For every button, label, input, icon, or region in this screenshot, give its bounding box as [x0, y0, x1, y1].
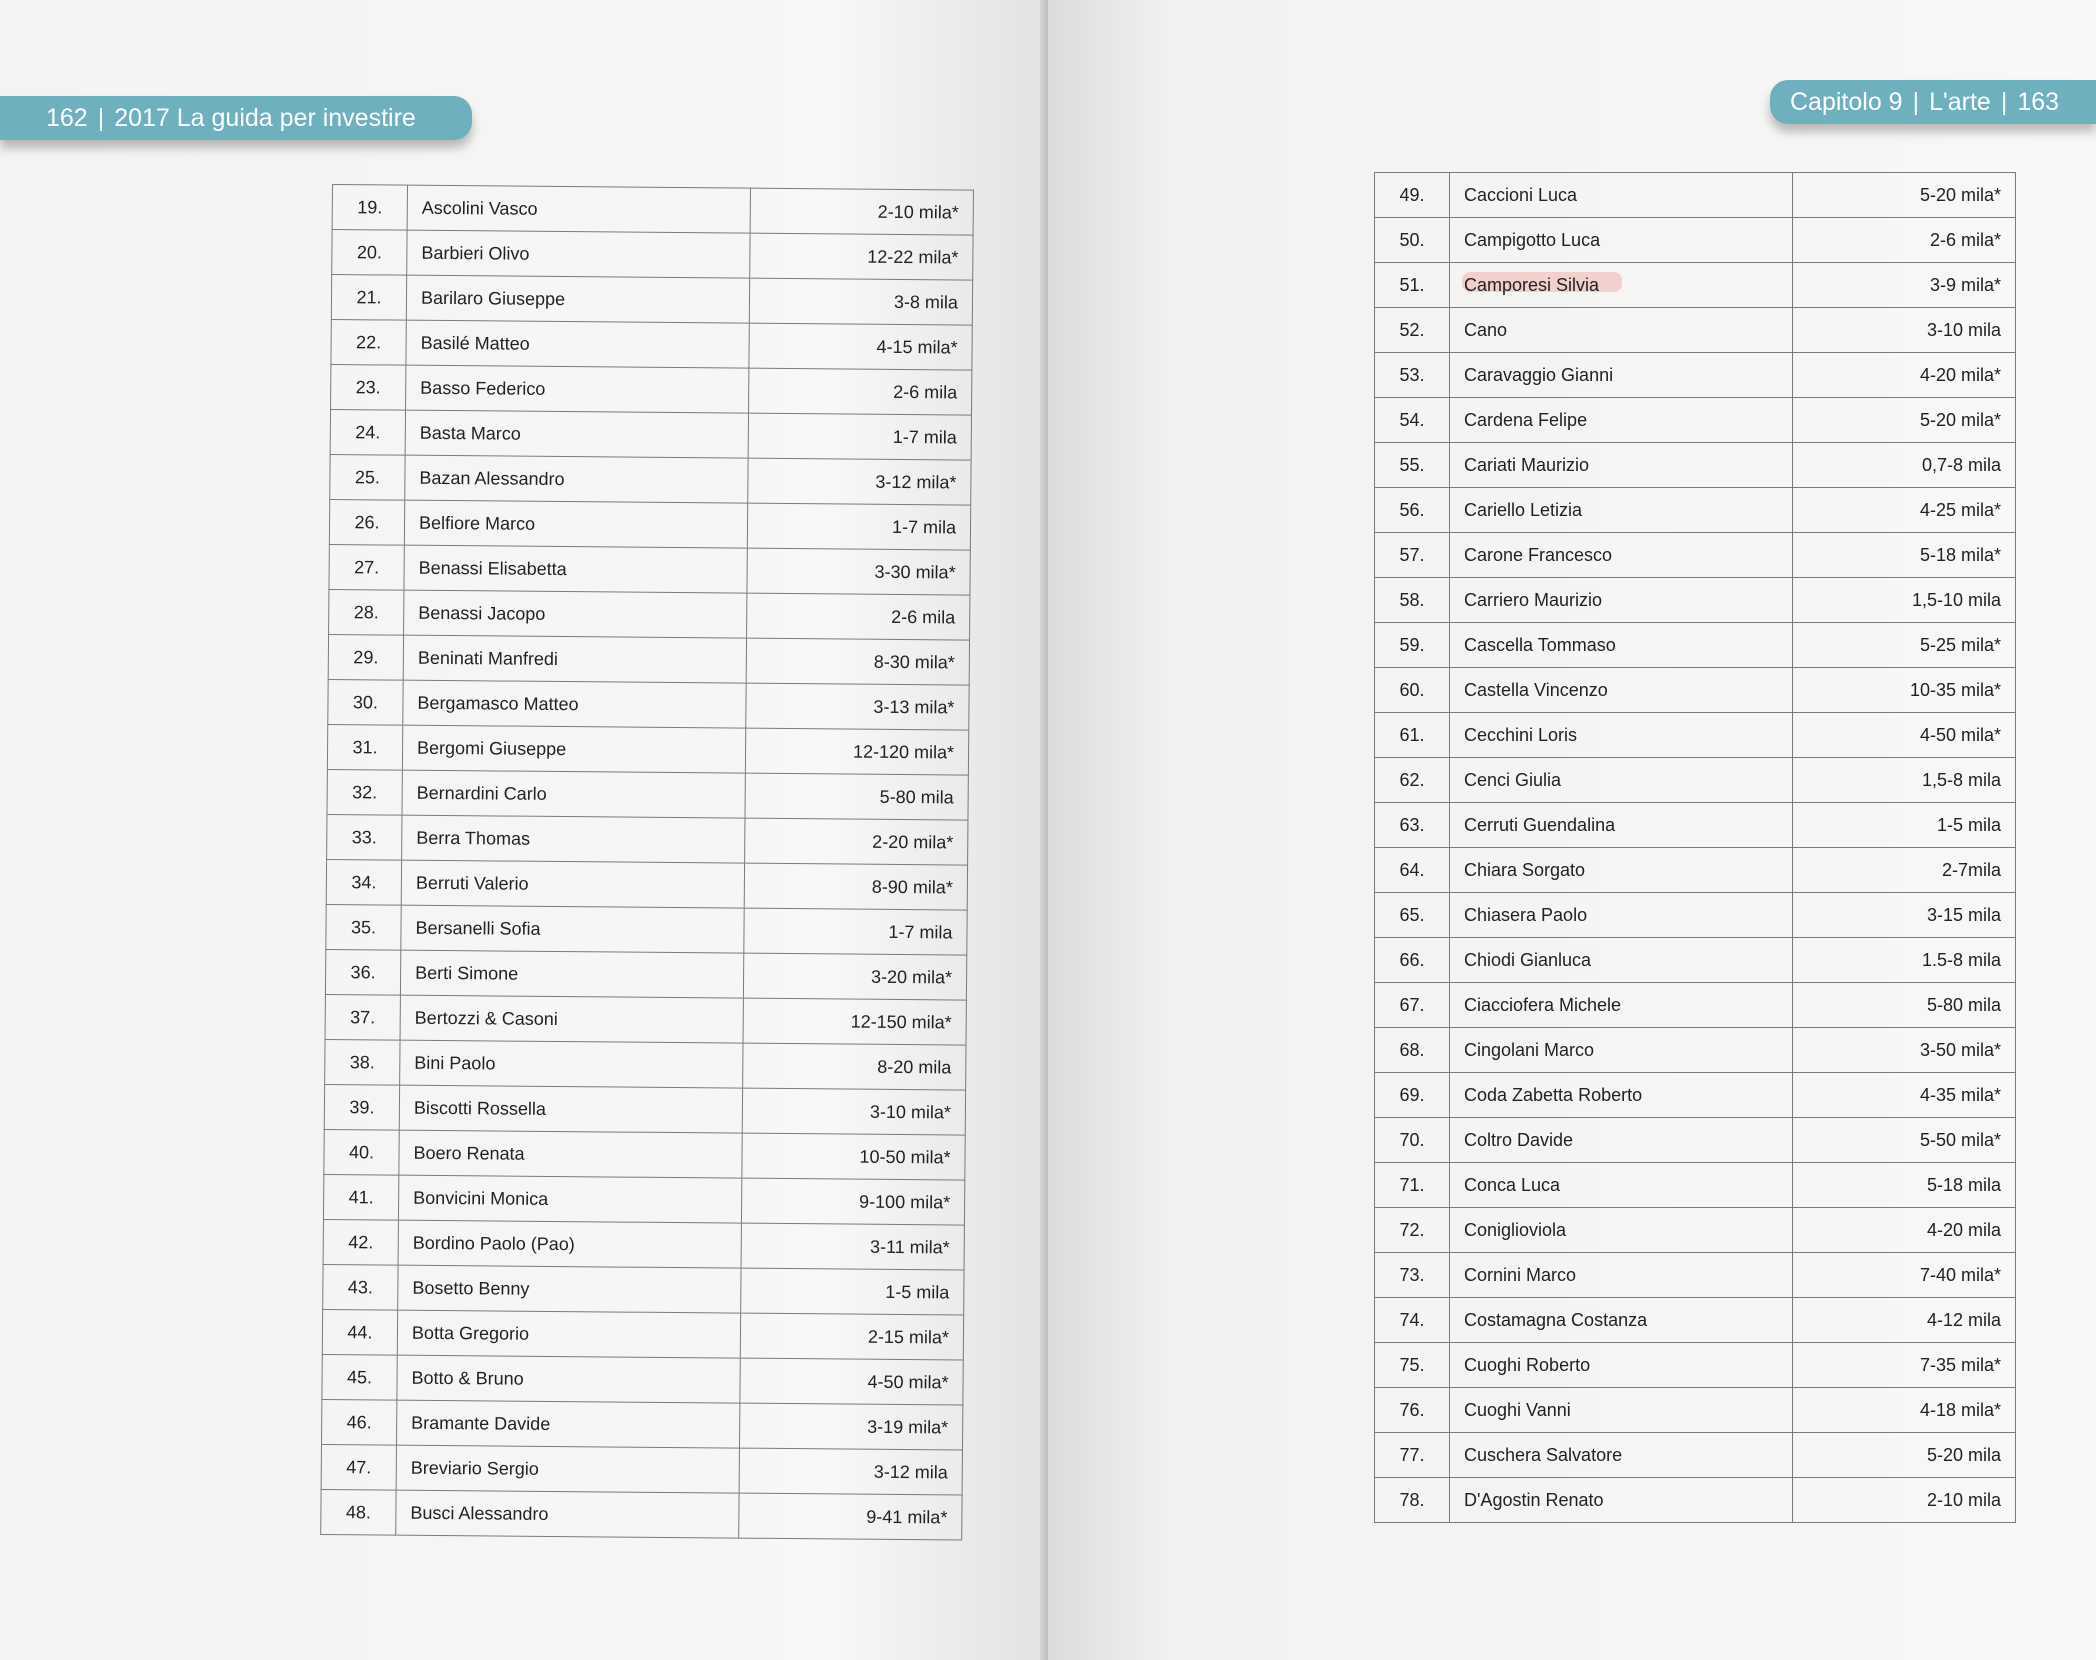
price-range: 1-7 mila	[748, 413, 971, 460]
table-row	[327, 769, 968, 820]
table-row	[323, 1219, 964, 1270]
row-number: 70.	[1375, 1118, 1450, 1163]
row-number: 75.	[1375, 1343, 1450, 1388]
section-label: L'arte	[1929, 88, 1991, 116]
artist-name: Breviario Sergio	[396, 1445, 739, 1493]
row-number: 74.	[1375, 1298, 1450, 1343]
row-number: 38.	[325, 1039, 400, 1085]
row-number: 55.	[1375, 443, 1450, 488]
table-row	[1375, 803, 2016, 848]
price-range: 1,5-8 mila	[1793, 758, 2016, 803]
artist-name: Cuoghi Vanni	[1450, 1388, 1793, 1433]
artist-name: Cuschera Salvatore	[1450, 1433, 1793, 1478]
table-row	[1375, 353, 2016, 398]
table-row	[1375, 1433, 2016, 1478]
artist-name: Chiodi Gianluca	[1450, 938, 1793, 983]
price-range: 12-22 mila*	[750, 233, 973, 280]
row-number: 20.	[332, 230, 407, 276]
artist-name: Barilaro Giuseppe	[406, 275, 749, 323]
row-number: 25.	[330, 454, 405, 500]
price-range: 3-12 mila*	[748, 458, 971, 505]
row-number: 36.	[325, 949, 400, 995]
artist-name: Basta Marco	[405, 410, 748, 458]
artist-name: Bergamasco Matteo	[403, 680, 746, 728]
table-row	[1375, 533, 2016, 578]
row-number: 21.	[331, 275, 406, 321]
artist-name: Coltro Davide	[1450, 1118, 1793, 1163]
artist-name: Caravaggio Gianni	[1450, 353, 1793, 398]
price-range: 5-80 mila	[1793, 983, 2016, 1028]
price-range: 4-15 mila*	[749, 323, 972, 370]
artist-name: Conca Luca	[1450, 1163, 1793, 1208]
artist-name: Biscotti Rossella	[399, 1085, 742, 1133]
table-row	[327, 724, 968, 775]
price-range: 2-10 mila*	[750, 188, 973, 235]
price-range: 5-80 mila	[745, 773, 968, 820]
artist-name: Bramante Davide	[396, 1400, 739, 1448]
row-number: 39.	[324, 1084, 399, 1130]
price-range: 8-20 mila	[743, 1043, 966, 1090]
price-range: 8-90 mila*	[744, 863, 967, 910]
artist-name: Camporesi Silvia	[1450, 263, 1793, 308]
artist-name: Cano	[1450, 308, 1793, 353]
row-number: 43.	[323, 1264, 398, 1310]
price-range: 5-50 mila*	[1793, 1118, 2016, 1163]
table-row	[332, 185, 973, 236]
row-number: 51.	[1375, 263, 1450, 308]
price-range: 0,7-8 mila	[1793, 443, 2016, 488]
table-row	[1375, 443, 2016, 488]
price-range: 7-35 mila*	[1793, 1343, 2016, 1388]
table-row	[329, 544, 970, 595]
row-number: 45.	[322, 1354, 397, 1400]
row-number: 73.	[1375, 1253, 1450, 1298]
price-range: 4-35 mila*	[1793, 1073, 2016, 1118]
row-number: 47.	[321, 1444, 396, 1490]
table-row	[1375, 623, 2016, 668]
table-row	[331, 319, 972, 370]
price-range: 1,5-10 mila	[1793, 578, 2016, 623]
price-range: 1-7 mila	[744, 908, 967, 955]
row-number: 32.	[327, 769, 402, 815]
table-row	[323, 1174, 964, 1225]
table-row	[1375, 1028, 2016, 1073]
price-range: 5-18 mila	[1793, 1163, 2016, 1208]
price-range: 12-150 mila*	[743, 998, 966, 1045]
price-range: 2-6 mila*	[1793, 218, 2016, 263]
table-row	[329, 589, 970, 640]
table-row	[1375, 893, 2016, 938]
artist-name: Carone Francesco	[1450, 533, 1793, 578]
artist-name: Bonvicini Monica	[398, 1175, 741, 1223]
row-number: 23.	[331, 364, 406, 410]
row-number: 42.	[323, 1219, 398, 1265]
left-page-title: 2017 La guida per investire	[114, 104, 416, 132]
table-row	[322, 1309, 963, 1360]
price-range: 4-25 mila*	[1793, 488, 2016, 533]
row-number: 34.	[326, 859, 401, 905]
artist-name: Costamagna Costanza	[1450, 1298, 1793, 1343]
row-number: 53.	[1375, 353, 1450, 398]
artist-name: Cenci Giulia	[1450, 758, 1793, 803]
artist-name: Basilé Matteo	[406, 320, 749, 368]
table-row	[332, 230, 973, 281]
row-number: 41.	[323, 1174, 398, 1220]
right-page-number: 163	[2017, 88, 2060, 116]
table-row	[328, 679, 969, 730]
artist-name: D'Agostin Renato	[1450, 1478, 1793, 1523]
table-row	[1375, 1478, 2016, 1523]
price-range: 2-7mila	[1793, 848, 2016, 893]
table-row	[1375, 308, 2016, 353]
artist-name: Castella Vincenzo	[1450, 668, 1793, 713]
left-page-number: 162	[46, 104, 88, 132]
row-number: 35.	[326, 904, 401, 950]
price-range: 2-6 mila	[749, 368, 972, 415]
row-number: 28.	[329, 589, 404, 635]
artist-name: Beninati Manfredi	[403, 635, 746, 683]
artist-name: Chiara Sorgato	[1450, 848, 1793, 893]
price-range: 5-25 mila*	[1793, 623, 2016, 668]
price-range: 4-50 mila*	[1793, 713, 2016, 758]
artist-name: Coniglioviola	[1450, 1208, 1793, 1253]
artist-name: Ascolini Vasco	[407, 185, 750, 233]
artist-name: Busci Alessandro	[396, 1490, 739, 1538]
row-number: 72.	[1375, 1208, 1450, 1253]
price-range: 3-9 mila*	[1793, 263, 2016, 308]
table-row	[329, 499, 970, 550]
artist-name: Bosetto Benny	[398, 1265, 741, 1313]
price-range: 8-30 mila*	[746, 638, 969, 685]
artist-name: Boero Renata	[399, 1130, 742, 1178]
table-row	[323, 1264, 964, 1315]
table-row	[331, 364, 972, 415]
price-range: 4-12 mila	[1793, 1298, 2016, 1343]
table-row	[1375, 488, 2016, 533]
artist-name: Bordino Paolo (Pao)	[398, 1220, 741, 1268]
table-row	[1375, 173, 2016, 218]
table-row	[1375, 578, 2016, 623]
price-range: 2-20 mila*	[745, 818, 968, 865]
table-row	[1375, 218, 2016, 263]
price-range: 1.5-8 mila	[1793, 938, 2016, 983]
table-row	[1375, 398, 2016, 443]
row-number: 66.	[1375, 938, 1450, 983]
table-row	[331, 275, 972, 326]
price-range: 4-50 mila*	[740, 1358, 963, 1405]
artist-name: Bernardini Carlo	[402, 770, 745, 818]
artist-name: Bini Paolo	[400, 1040, 743, 1088]
artist-name: Basso Federico	[406, 365, 749, 413]
row-number: 60.	[1375, 668, 1450, 713]
price-range: 3-15 mila	[1793, 893, 2016, 938]
price-range: 2-15 mila*	[740, 1313, 963, 1360]
price-range: 7-40 mila*	[1793, 1253, 2016, 1298]
price-range: 3-10 mila*	[742, 1088, 965, 1135]
table-row	[327, 814, 968, 865]
row-number: 24.	[330, 409, 405, 455]
artist-name: Carriero Maurizio	[1450, 578, 1793, 623]
artist-name: Berra Thomas	[402, 815, 745, 863]
row-number: 40.	[324, 1129, 399, 1175]
price-range: 10-50 mila*	[742, 1133, 965, 1180]
price-range: 12-120 mila*	[745, 728, 968, 775]
row-number: 31.	[327, 724, 402, 770]
table-row	[322, 1354, 963, 1405]
price-range: 4-18 mila*	[1793, 1388, 2016, 1433]
artist-name: Caccioni Luca	[1450, 173, 1793, 218]
table-row	[328, 634, 969, 685]
row-number: 50.	[1375, 218, 1450, 263]
artist-name: Belfiore Marco	[404, 500, 747, 548]
artist-name: Chiasera Paolo	[1450, 893, 1793, 938]
left-artist-table	[320, 184, 974, 1541]
table-row	[1375, 1253, 2016, 1298]
price-range: 9-41 mila*	[739, 1493, 962, 1540]
row-number: 37.	[325, 994, 400, 1040]
price-range: 1-5 mila	[741, 1268, 964, 1315]
price-range: 5-20 mila*	[1793, 398, 2016, 443]
row-number: 44.	[322, 1309, 397, 1355]
price-range: 3-50 mila*	[1793, 1028, 2016, 1073]
table-row	[325, 949, 966, 1000]
artist-name: Ciacciofera Michele	[1450, 983, 1793, 1028]
artist-name: Coda Zabetta Roberto	[1450, 1073, 1793, 1118]
right-artist-table	[1374, 172, 2016, 1523]
artist-name: Benassi Elisabetta	[404, 545, 747, 593]
table-row	[321, 1444, 962, 1495]
artist-name: Berti Simone	[400, 950, 743, 998]
left-page-header: 162 | 2017 La guida per investire	[0, 96, 472, 140]
artist-name: Benassi Jacopo	[404, 590, 747, 638]
table-row	[1375, 1163, 2016, 1208]
price-range: 5-18 mila*	[1793, 533, 2016, 578]
table-row	[1375, 1298, 2016, 1343]
artist-name: Botto & Bruno	[397, 1355, 740, 1403]
row-number: 57.	[1375, 533, 1450, 578]
row-number: 71.	[1375, 1163, 1450, 1208]
artist-name: Bersanelli Sofia	[401, 905, 744, 953]
price-range: 4-20 mila	[1793, 1208, 2016, 1253]
price-range: 5-20 mila*	[1793, 173, 2016, 218]
price-range: 10-35 mila*	[1793, 668, 2016, 713]
row-number: 46.	[322, 1399, 397, 1445]
artist-name: Cuoghi Roberto	[1450, 1343, 1793, 1388]
table-row	[1375, 1118, 2016, 1163]
artist-name: Barbieri Olivo	[407, 230, 750, 278]
row-number: 78.	[1375, 1478, 1450, 1523]
row-number: 33.	[327, 814, 402, 860]
artist-name: Cingolani Marco	[1450, 1028, 1793, 1073]
row-number: 49.	[1375, 173, 1450, 218]
table-row	[325, 994, 966, 1045]
price-range: 9-100 mila*	[741, 1178, 964, 1225]
row-number: 62.	[1375, 758, 1450, 803]
price-range: 5-20 mila	[1793, 1433, 2016, 1478]
row-number: 64.	[1375, 848, 1450, 893]
row-number: 68.	[1375, 1028, 1450, 1073]
row-number: 77.	[1375, 1433, 1450, 1478]
row-number: 52.	[1375, 308, 1450, 353]
table-row	[326, 904, 967, 955]
artist-name: Botta Gregorio	[397, 1310, 740, 1358]
artist-name: Cariati Maurizio	[1450, 443, 1793, 488]
chapter-label: Capitolo 9	[1790, 88, 1903, 116]
table-row	[330, 409, 971, 460]
table-row	[1375, 1073, 2016, 1118]
row-number: 67.	[1375, 983, 1450, 1028]
price-range: 3-19 mila*	[739, 1403, 962, 1450]
price-range: 4-20 mila*	[1793, 353, 2016, 398]
price-range: 3-13 mila*	[746, 683, 969, 730]
artist-name: Cornini Marco	[1450, 1253, 1793, 1298]
artist-name: Bazan Alessandro	[405, 455, 748, 503]
table-row	[326, 859, 967, 910]
table-row	[1375, 983, 2016, 1028]
row-number: 30.	[328, 679, 403, 725]
row-number: 58.	[1375, 578, 1450, 623]
table-row	[321, 1489, 962, 1540]
price-range: 3-11 mila*	[741, 1223, 964, 1270]
table-row	[324, 1084, 965, 1135]
row-number: 65.	[1375, 893, 1450, 938]
artist-name: Berruti Valerio	[401, 860, 744, 908]
artist-name: Cerruti Guendalina	[1450, 803, 1793, 848]
price-range: 3-12 mila	[739, 1448, 962, 1495]
price-range: 3-8 mila	[749, 278, 972, 325]
artist-name: Cascella Tommaso	[1450, 623, 1793, 668]
price-range: 3-20 mila*	[743, 953, 966, 1000]
price-range: 2-6 mila	[747, 593, 970, 640]
table-row	[1375, 263, 2016, 308]
price-range: 2-10 mila	[1793, 1478, 2016, 1523]
table-row	[1375, 758, 2016, 803]
table-row	[1375, 1208, 2016, 1253]
table-row	[325, 1039, 966, 1090]
artist-name: Cecchini Loris	[1450, 713, 1793, 758]
table-row	[324, 1129, 965, 1180]
row-number: 26.	[329, 499, 404, 545]
row-number: 63.	[1375, 803, 1450, 848]
row-number: 54.	[1375, 398, 1450, 443]
table-row	[1375, 668, 2016, 713]
row-number: 56.	[1375, 488, 1450, 533]
table-row	[1375, 938, 2016, 983]
table-row	[330, 454, 971, 505]
row-number: 61.	[1375, 713, 1450, 758]
artist-name: Campigotto Luca	[1450, 218, 1793, 263]
table-row	[1375, 1388, 2016, 1433]
row-number: 76.	[1375, 1388, 1450, 1433]
row-number: 59.	[1375, 623, 1450, 668]
table-row	[322, 1399, 963, 1450]
row-number: 19.	[332, 185, 407, 231]
artist-name: Bertozzi & Casoni	[400, 995, 743, 1043]
table-row	[1375, 848, 2016, 893]
artist-name: Cariello Letizia	[1450, 488, 1793, 533]
price-range: 3-30 mila*	[747, 548, 970, 595]
row-number: 22.	[331, 319, 406, 365]
price-range: 3-10 mila	[1793, 308, 2016, 353]
table-row	[1375, 1343, 2016, 1388]
price-range: 1-5 mila	[1793, 803, 2016, 848]
table-row	[1375, 713, 2016, 758]
artist-name: Cardena Felipe	[1450, 398, 1793, 443]
row-number: 27.	[329, 544, 404, 590]
right-page-header: Capitolo 9 | L'arte | 163	[1770, 80, 2096, 124]
artist-name: Bergomi Giuseppe	[402, 725, 745, 773]
price-range: 1-7 mila	[747, 503, 970, 550]
row-number: 69.	[1375, 1073, 1450, 1118]
row-number: 48.	[321, 1489, 396, 1535]
row-number: 29.	[328, 634, 403, 680]
